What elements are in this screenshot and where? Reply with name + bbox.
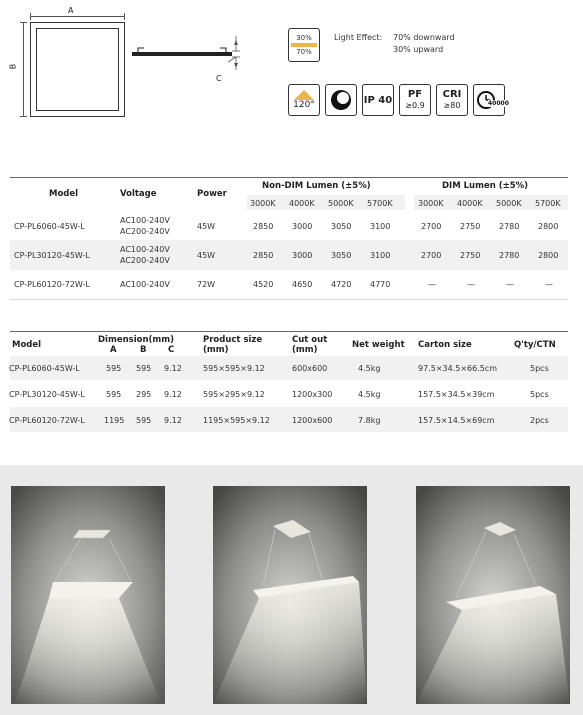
nondim-cct-4000: 4000K — [289, 199, 315, 208]
lumen-row-nondim-3000: 2850 — [253, 251, 274, 260]
lumen-row-dim-3000: 2700 — [421, 222, 442, 231]
spec-header-cut-out: Cut out — [292, 335, 328, 345]
lumen-row-model: CP-PL6060-45W-L — [14, 222, 85, 231]
spec-row-product-size: 595×295×9.12 — [203, 390, 265, 399]
dim-cct-5700: 5700K — [535, 199, 561, 208]
dim-cct-4000: 4000K — [457, 199, 483, 208]
beam-cone-icon — [293, 90, 315, 100]
spec-row-c: 9.12 — [164, 416, 182, 425]
ip-rating-value: IP 40 — [363, 94, 393, 106]
spec-row-cut-out: 600x600 — [292, 364, 328, 373]
lumen-row-dim-3000: 2700 — [421, 251, 442, 260]
spec-row-qty: 2pcs — [530, 416, 549, 425]
lifespan-value: 40000 — [488, 100, 509, 107]
col-header-power: Power — [197, 189, 227, 199]
lumen-row-nondim-3000: 2850 — [253, 222, 274, 231]
cri-value: ≥80 — [443, 101, 461, 110]
lumen-row-band — [10, 240, 568, 270]
spec-row-product-size: 595×595×9.12 — [203, 364, 265, 373]
dimmer-dial-icon — [329, 88, 353, 112]
spec-row-net-weight: 4.5kg — [358, 390, 381, 399]
lumen-row-dim-5000: 2780 — [499, 251, 520, 260]
lumen-row-voltage1: AC100-240V — [120, 216, 170, 225]
lumen-row-dim-4000: 2750 — [460, 251, 481, 260]
light-distribution-icon — [288, 28, 320, 62]
product-photo-linear-panel — [213, 486, 367, 704]
spec-row-cut-out: 1200x600 — [292, 416, 333, 425]
lumen-row-dim-3000: — — [428, 280, 436, 289]
lumen-row-nondim-5000: 4720 — [331, 280, 352, 289]
lumen-row-dim-5000: — — [506, 280, 514, 289]
dim-cct-3000: 3000K — [418, 199, 444, 208]
spec-row-carton-size: 157.5×34.5×39cm — [418, 390, 495, 399]
spec-header-carton-size: Carton size — [418, 340, 472, 350]
product-photo-large-panel — [416, 486, 570, 704]
lumen-row-power: 45W — [197, 251, 216, 260]
lumen-row-nondim-5700: 4770 — [370, 280, 391, 289]
dim-cct-5000: 5000K — [496, 199, 522, 208]
spec-row-model: CP-PL30120-45W-L — [9, 390, 85, 399]
spec-header-b: B — [140, 345, 147, 355]
spec-header-a: A — [110, 345, 117, 355]
beam-top-percent: 30% — [296, 34, 312, 42]
spec-row-model: CP-PL6060-45W-L — [9, 364, 80, 373]
lumen-row-dim-5700: 2800 — [538, 251, 559, 260]
spec-row-product-size: 1195×595×9.12 — [203, 416, 270, 425]
panel-front-inner-outline — [36, 28, 119, 111]
pf-value: ≥0.9 — [405, 101, 425, 110]
spec-header-qty: Q'ty/CTN — [514, 340, 556, 350]
lumen-row-voltage1: AC100-240V — [120, 280, 170, 289]
lumen-row-power: 45W — [197, 222, 216, 231]
dimension-b-label: B — [8, 63, 18, 70]
spec-row-b: 595 — [136, 416, 152, 425]
spec-row-c: 9.12 — [164, 364, 182, 373]
cri-icon — [436, 84, 468, 116]
spec-row-a: 595 — [106, 390, 122, 399]
spec-row-b: 295 — [136, 390, 152, 399]
beam-angle-icon — [288, 84, 320, 116]
beam-bottom-percent: 70% — [296, 48, 312, 56]
spec-row-net-weight: 7.8kg — [358, 416, 381, 425]
spec-header-dimension: Dimension(mm) — [98, 335, 174, 345]
spec-table-top-rule — [10, 331, 568, 332]
cri-label: CRI — [442, 89, 462, 100]
dimension-b-line — [23, 22, 24, 117]
spec-row-c: 9.12 — [164, 390, 182, 399]
lumen-row-voltage1: AC100-240V — [120, 245, 170, 254]
dimmable-icon — [325, 84, 357, 116]
lumen-row-nondim-4000: 3000 — [292, 251, 313, 260]
light-effect-label: Light Effect: — [334, 33, 383, 42]
spec-row-model: CP-PL60120-72W-L — [9, 416, 85, 425]
lifespan-icon — [473, 84, 509, 116]
light-effect-up: 30% upward — [393, 45, 444, 54]
lumen-row-nondim-3000: 4520 — [253, 280, 274, 289]
spec-row-qty: 5pcs — [530, 390, 549, 399]
lumen-row-dim-5700: 2800 — [538, 222, 559, 231]
lumen-row-nondim-5700: 3100 — [370, 222, 391, 231]
lumen-table-top-rule — [10, 177, 568, 178]
spec-header-product-size-unit: (mm) — [203, 345, 229, 355]
spec-row-net-weight: 4.5kg — [358, 364, 381, 373]
lumen-row-nondim-5000: 3050 — [331, 251, 352, 260]
lumen-row-nondim-5700: 3100 — [370, 251, 391, 260]
power-factor-icon — [399, 84, 431, 116]
lumen-row-dim-5000: 2780 — [499, 222, 520, 231]
spec-header-model: Model — [12, 340, 42, 350]
lumen-row-nondim-4000: 3000 — [292, 222, 313, 231]
lumen-row-dim-4000: — — [467, 280, 475, 289]
lumen-row-model: CP-PL30120-45W-L — [14, 251, 90, 260]
dimension-a-label: A — [68, 6, 74, 15]
nondim-cct-5700: 5700K — [367, 199, 393, 208]
lumen-row-power: 72W — [197, 280, 216, 289]
spec-header-cut-out-unit: (mm) — [292, 345, 318, 355]
spec-row-qty: 5pcs — [530, 364, 549, 373]
col-header-dim-lumen: DIM Lumen (±5%) — [442, 181, 529, 191]
nondim-cct-5000: 5000K — [328, 199, 354, 208]
spec-row-cut-out: 1200x300 — [292, 390, 333, 399]
col-header-voltage: Voltage — [120, 189, 157, 199]
beam-angle-value: 120° — [293, 99, 315, 110]
nondim-cct-3000: 3000K — [250, 199, 276, 208]
lumen-row-dim-4000: 2750 — [460, 222, 481, 231]
dimension-c-label: C — [216, 74, 222, 83]
product-photo-square-panel — [11, 486, 165, 704]
spec-row-carton-size: 157.5×14.5×69cm — [418, 416, 495, 425]
spec-header-net-weight: Net weight — [352, 340, 405, 350]
lumen-row-voltage2: AC200-240V — [120, 256, 170, 265]
lumen-row-nondim-5000: 3050 — [331, 222, 352, 231]
spec-row-a: 1195 — [104, 416, 125, 425]
spec-header-c: C — [168, 345, 175, 355]
spec-header-product-size: Product size — [203, 335, 263, 345]
spec-row-b: 595 — [136, 364, 152, 373]
col-header-model: Model — [49, 189, 79, 199]
ip-rating-icon — [362, 84, 394, 116]
pf-label: PF — [407, 89, 423, 100]
lumen-table-bottom-rule — [10, 299, 568, 300]
lumen-row-model: CP-PL60120-72W-L — [14, 280, 90, 289]
lumen-row-dim-5700: — — [545, 280, 553, 289]
col-header-nondim-lumen: Non-DIM Lumen (±5%) — [262, 181, 371, 191]
dimension-a-line — [30, 16, 125, 17]
lumen-row-nondim-4000: 4650 — [292, 280, 313, 289]
light-effect-down: 70% downward — [393, 33, 455, 42]
lumen-row-voltage2: AC200-240V — [120, 227, 170, 236]
panel-side-profile — [128, 32, 243, 72]
spec-row-carton-size: 97.5×34.5×66.5cm — [418, 364, 498, 373]
spec-row-a: 595 — [106, 364, 122, 373]
light-bar-icon — [291, 43, 317, 47]
